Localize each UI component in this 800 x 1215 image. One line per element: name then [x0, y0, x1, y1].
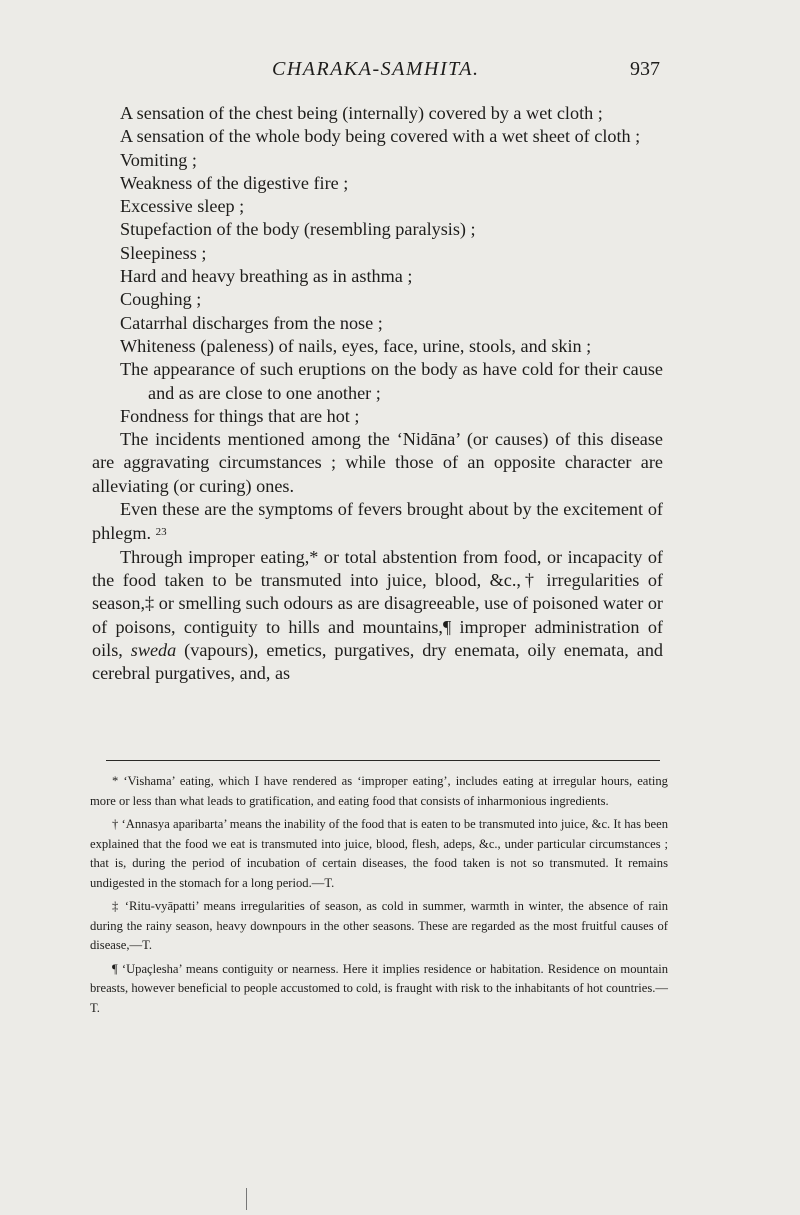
footnote: [90, 960, 668, 1019]
symptom-item: Vomiting ;: [120, 149, 197, 170]
footnote: [90, 815, 668, 893]
footnote-mark: ‡: [112, 899, 120, 913]
paragraph-text: Even these are the symptoms of fevers brought about by the excitement of phlegm.: [92, 499, 663, 544]
footnote-mark: *: [112, 774, 119, 788]
paragraph-causes: [92, 546, 663, 686]
paragraph-text: Through improper eating,* or total abstention from food, or incapacity of the food taken to be transmuted into juice, blood, &c.,† irregularities of season,‡ or smelling such odours as are disagreeable, use of poisoned water or of poisons, contiguity to hills and mountains,¶ improper administration of oils,: [92, 546, 663, 660]
symptom-item: A sensation of the whole body being covered with a wet sheet of cloth ;: [120, 126, 641, 147]
footnote: [90, 772, 668, 811]
footnote: [90, 897, 668, 956]
symptom-item: Sleepiness ;: [120, 242, 207, 263]
symptom-item: Excessive sleep ;: [120, 196, 245, 217]
page-number: 937: [630, 58, 660, 80]
page-header: [0, 58, 800, 88]
symptom-item: Weakness of the digestive fire ;: [120, 172, 349, 193]
symptom-item: Stupefaction of the body (resembling paralysis) ;: [120, 219, 476, 240]
symptom-item: Catarrhal discharges from the nose ;: [120, 312, 383, 333]
footnote-text: ‘Annasya aparibarta’ means the inability of the food that is eaten to be transmuted into juice, &c. It has been explained that the food we eat is transmuted into juice, blood, flesh, adeps, &c., under particular circumstances ; that is, during the period of incubation of certain diseases, the food taken is not so transmuted. It remains undigested in the stomach for a long period.—T.: [90, 817, 669, 890]
symptom-item: Fondness for things that are hot ;: [120, 405, 360, 426]
paragraph-phlegm-fever: [92, 498, 663, 546]
symptom-item: A sensation of the chest being (internally) covered by a wet cloth ;: [120, 103, 603, 123]
footnotes: [90, 772, 668, 1022]
main-text: [92, 102, 663, 685]
symptom-item: Hard and heavy breathing as in asthma ;: [120, 266, 413, 287]
paragraph-text: (vapours), emetics, purgatives, dry enemata, oily enemata, and cerebral purgatives, and, as: [92, 639, 664, 684]
footnote-mark: †: [112, 817, 119, 831]
footnote-divider: [106, 760, 660, 761]
running-title: CHARAKA-SAMHITA.: [272, 58, 480, 80]
footnote-text: ‘Upaçlesha’ means contiguity or nearness. Here it implies residence or habitation. Residence on mountain breasts, however beneficial to people accustomed to cold, is fraught with risk to the inhabitants of hot countries.—T.: [90, 961, 668, 1015]
footnote-mark: ¶: [112, 961, 118, 976]
footnote-text: ‘Vishama’ eating, which I have rendered as ‘improper eating’, includes eating at irregular hours, eating more or less than what leads to gratification, and eating food that consists of inharmonious ingredients.: [90, 774, 668, 808]
symptom-item: The appearance of such eruptions on the body as have cold for their cause and as are close to one another ;: [120, 359, 663, 403]
symptom-item: Coughing ;: [120, 289, 202, 310]
paragraph-incidents: The incidents mentioned among the ‘Nidāna’ (or causes) of this disease are aggravating circumstances ; while those of an opposite character are alleviating (or curing) ones.: [92, 429, 663, 496]
italic-term: sweda: [130, 639, 177, 660]
page-edge-mark: [246, 1188, 247, 1210]
footnote-text: ‘Ritu-vyāpatti’ means irregularities of season, as cold in summer, warmth in winter, the absence of rain during the rainy season, heavy downpours in the other seasons. These are regarded as the most fruitful causes of disease,—T.: [90, 899, 668, 952]
symptom-item: Whiteness (paleness) of nails, eyes, face, urine, stools, and skin ;: [120, 335, 592, 356]
verse-number: 23: [155, 526, 167, 539]
